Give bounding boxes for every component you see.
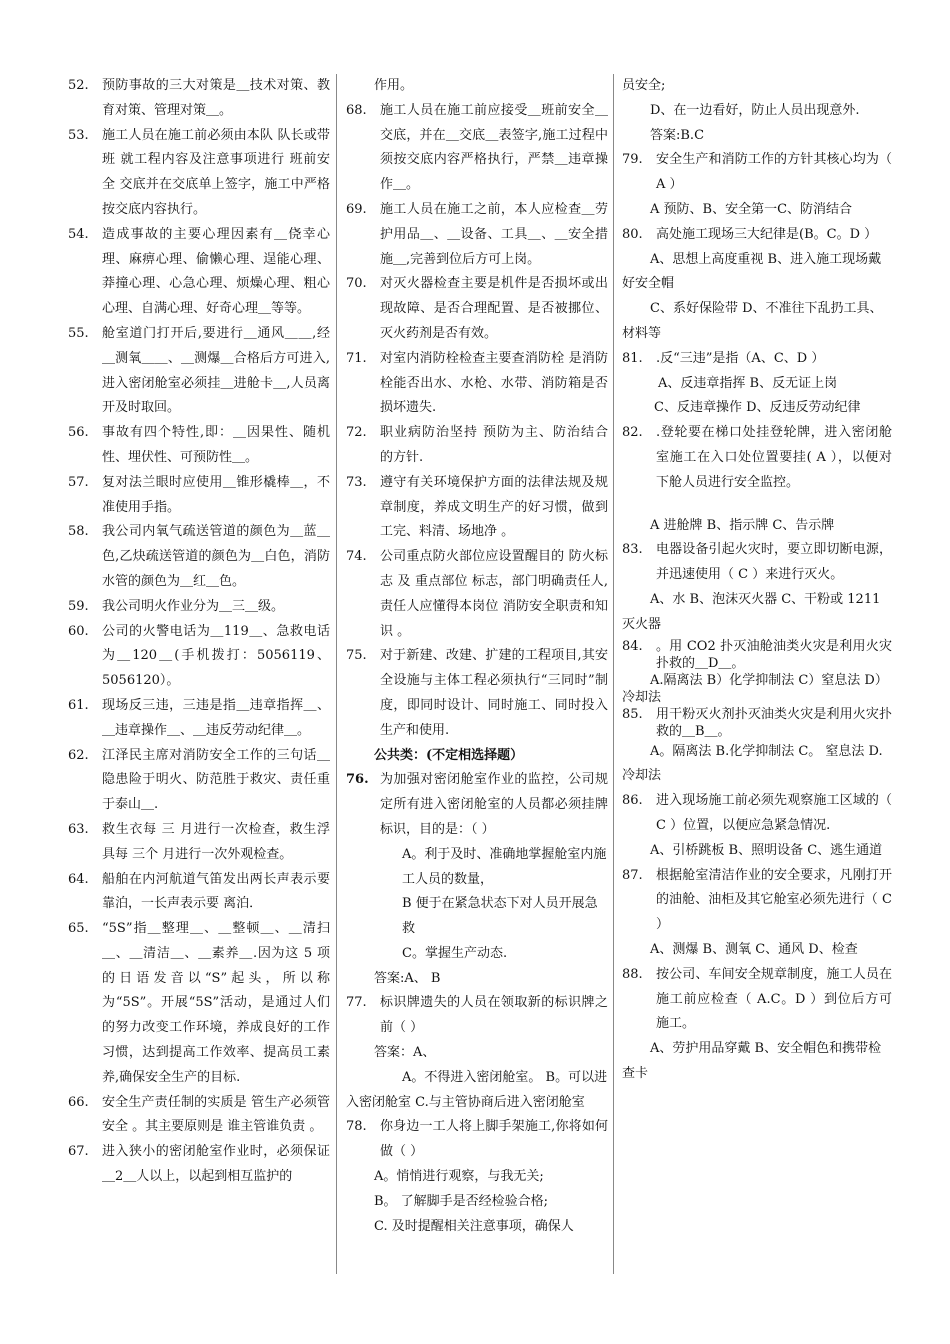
question-item <box>68 322 330 421</box>
question-number: 53. <box>68 127 89 143</box>
question-item <box>346 347 608 421</box>
answer-text: 答案:A、 B <box>374 970 441 986</box>
question-item <box>346 272 608 346</box>
question-item <box>346 99 608 198</box>
option-text: A、反违章指挥 B、反无证上岗 <box>658 375 838 391</box>
question-number: 73. <box>346 474 367 490</box>
question-text: 救生衣每 三 月进行一次检查，救生浮具每 三个 月进行一次外观检查。 <box>102 821 330 862</box>
answer-text: 答案：A、 <box>374 1045 436 1061</box>
question-number: 66. <box>68 1094 89 1110</box>
question-item <box>346 545 608 644</box>
question-87: 87. 根据舱室清洁作业的安全要求，凡刚打开的油舱、油柜及其它舱室必须先进行（ C ） <box>622 867 892 933</box>
question-text: 施工人员在施工之前，本人应检查＿劳护用品＿、＿设备、工具＿、＿安全措施＿,完善到位后方可上岗。 <box>380 201 608 267</box>
option-text: C. 及时提醒相关注意事项，确保人 <box>374 1218 574 1234</box>
option-text: A。悄悄进行观察，与我无关; <box>374 1169 544 1185</box>
question-text: 施工人员在施工前必须由本队 队长或带班 就工程内容及注意事项进行 班前安全 交底并在交底单上签字，施工中严格按交底内容执行。 <box>102 127 330 217</box>
question-number: 54. <box>68 226 89 242</box>
question-number: 58. <box>68 524 89 540</box>
question-item <box>68 917 330 1091</box>
question-text: 江泽民主席对消防安全工作的三句话＿隐患险于明火、防范胜于救灾、责任重于泰山＿. <box>102 747 330 813</box>
question-item <box>346 644 608 743</box>
question-number: 56. <box>68 425 89 441</box>
continued-text: 员安全; <box>622 78 666 93</box>
question-item <box>68 868 330 918</box>
question-text: 职业病防治坚持 预防为主、防治结合 的方针. <box>380 425 608 465</box>
question-item <box>68 620 330 694</box>
question-item <box>68 1091 330 1141</box>
question-82: 82. .登轮要在梯口处挂登轮牌，进入密闭舱室施工在入口处位置要挂( A ），以便对下舱人员进行安全监控。 <box>622 425 892 490</box>
question-item <box>68 520 330 594</box>
question-86: 86. 进入现场施工前必须先观察施工区域的（ C ）位置，以便应急紧急情况. <box>622 793 892 833</box>
question-text: 船舶在内河航道气笛发出两长声表示要 靠泊，一长声表示要 离泊． <box>102 871 330 912</box>
option-text: A、水 B、泡沫灭火器 C、干粉或 1211 灭火器 <box>622 591 881 632</box>
option-text: A。隔离法 B.化学抑制法 C。 窒息法 D.冷却法 <box>622 743 883 784</box>
question-number: 62. <box>68 747 89 763</box>
question-item <box>68 818 330 868</box>
question-item <box>68 1140 330 1190</box>
question-79: 79. 安全生产和消防工作的方针其核心均为（ A ） <box>622 152 892 193</box>
question-text: 现场反三违，三违是指＿违章指挥＿、＿违章操作＿、＿违反劳动纪律＿。 <box>102 697 330 738</box>
question-76: 76. 为加强对密闭舱室作业的监控，公司规定所有进入密闭舱室的人员都必须挂牌标识，目的是：（ ） <box>346 772 608 837</box>
question-text: 进入狭小的密闭舱室作业时，必须保证＿2＿人以上，以起到相互监护的 <box>102 1144 330 1185</box>
column-2 <box>346 74 608 1239</box>
question-text: 对于新建、改建、扩建的工程项目,其安全设施与主体工程必须执行“三同时”制度，即同时设计、同时施工、同时投入生产和使用. <box>380 648 608 738</box>
section-heading: 公共类：(不定相选择题） <box>374 747 524 763</box>
question-item <box>68 421 330 471</box>
option-text: C、反违章操作 D、反违反劳动纪律 <box>654 400 861 416</box>
question-number: 55. <box>68 325 89 341</box>
answer-text: 答案:B.C <box>650 127 705 143</box>
question-84: 84. 。用 CO2 扑灭油舱油类火灾是利用火灾扑救的＿D＿。 <box>622 638 892 671</box>
question-text: 我公司内氧气疏送管道的颜色为＿蓝＿色,乙炔疏送管道的颜色为＿白色，消防水管的颜色为＿红＿色。 <box>102 524 330 589</box>
option-text: B。 了解脚手是否经检验合格; <box>374 1193 549 1209</box>
column-divider-right <box>613 74 614 1274</box>
question-item <box>68 595 330 620</box>
question-number: 72. <box>346 425 367 441</box>
option-text: C、系好保险带 D、不准往下乱扔工具、材料等 <box>622 301 883 341</box>
question-text: 预防事故的三大对策是＿技术对策、教育对策、管理对策＿。 <box>102 78 330 118</box>
question-85: 85. 用干粉灭火剂扑灭油类火灾是利用火灾扑救的＿B＿。 <box>622 706 892 739</box>
question-88: 88. 按公司、车间安全规章制度，施工人员在施工前应检查（ A.C。D ）到位后方可施工。 <box>622 966 892 1032</box>
option-text: A 进舱牌 B、指示牌 C、告示牌 <box>650 517 835 533</box>
question-number: 64. <box>68 871 89 887</box>
question-text: 公司的火警电话为＿119＿、急救电话为＿120＿(手机拨打：5056119、5056120）。 <box>102 623 330 689</box>
question-number: 74. <box>346 549 367 565</box>
question-item <box>68 471 330 521</box>
option-text: B 便于在紧急状态下对人员开展急救 <box>402 896 598 937</box>
question-number: 60. <box>68 623 89 639</box>
question-text: 对灭火器检查主要是机件是否损坏或出现故障、是否合理配置、是否被挪位、灭火药剂是否有效。 <box>380 276 608 341</box>
question-text: “5S”指＿整理＿、＿整顿＿、＿清扫＿、＿清洁＿、＿素养＿.因为这 5 项的日语发音以“S”起头，所以称为“5S”。开展“5S”活动，是通过人们的努力改变工作环境，养成良好的工作习惯，达到提高工作效率、提高员工素养,确保安全生产的目标. <box>102 921 330 1085</box>
question-number: 57. <box>68 474 89 490</box>
question-77: 77. 标识牌遗失的人员在领取新的标识牌之前（ ） <box>346 995 608 1036</box>
question-80: 80. 高处施工现场三大纪律是(B。C。D ） <box>622 226 878 242</box>
question-number: 59. <box>68 598 89 614</box>
option-text: C。掌握生产动态. <box>402 945 508 961</box>
option-text: D、在一边看好，防止人员出现意外. <box>650 102 860 118</box>
question-number: 52. <box>68 78 89 93</box>
question-item <box>346 198 608 272</box>
continued-text: 作用。 <box>374 78 414 93</box>
question-number: 70. <box>346 276 367 292</box>
question-number: 75. <box>346 648 367 664</box>
question-83: 83. 电器设备引起火灾时，要立即切断电源，并迅速使用（ C ）来进行灭火。 <box>622 542 892 583</box>
question-number: 71. <box>346 350 367 366</box>
option-text: A、劳护用品穿戴 B、安全帽色和携带检查卡 <box>622 1041 882 1081</box>
question-text: 施工人员在施工前应接受＿班前安全＿交底，并在＿交底＿表签字,施工过程中须按交底内容严格执行，严禁＿违章操作＿。 <box>380 102 608 193</box>
question-number: 65. <box>68 921 89 937</box>
question-text: 造成事故的主要心理因素有＿侥幸心理、麻痹心理、偷懒心理、逞能心理、莽撞心理、心急心理、烦燥心理、粗心心理、自满心理、好奇心理＿等等。 <box>102 226 330 317</box>
question-item <box>68 124 330 223</box>
option-text: A.隔离法 B）化学抑制法 C）窒息法 D）冷却法 <box>622 672 888 705</box>
question-item <box>68 74 330 124</box>
question-number: 63. <box>68 821 89 837</box>
question-81: 81. .反“三违”是指（A、C、D ） <box>622 350 825 366</box>
question-number: 67. <box>68 1144 89 1160</box>
option-text: A。不得进入密闭舱室。 B。可以进入密闭舱室 C.与主管协商后进入密闭舱室 <box>346 1069 608 1110</box>
option-text: A、测爆 B、测氧 C、通风 D、检查 <box>650 941 858 957</box>
question-text: 事故有四个特性,即：＿因果性、随机性、埋伏性、可预防性＿。 <box>102 425 330 465</box>
option-text: A 预防、B、安全第一C、防消结合 <box>650 201 853 217</box>
question-item <box>346 421 608 471</box>
question-78: 78. 你身边一工人将上脚手架施工,你将如何做（ ） <box>346 1119 608 1160</box>
question-text: 公司重点防火部位应设置醒目的 防火标志 及 重点部位 标志，部门明确责任人,责任人应懂得本岗位 消防安全职责和知识 。 <box>380 549 608 639</box>
question-item <box>68 744 330 818</box>
question-text: 我公司明火作业分为＿三＿级。 <box>102 598 285 614</box>
question-number: 68. <box>346 102 367 118</box>
question-text: 遵守有关环境保护方面的法律法规及规章制度，养成文明生产的好习惯，做到 工完、料清、场地净 。 <box>380 474 608 540</box>
question-text: 对室内消防栓检查主要查消防栓 是消防栓能否出水、水枪、水带、消防箱是否损坏遗失. <box>380 350 608 416</box>
option-text: A。利于及时、准确地掌握舱室内施工人员的数量， <box>402 846 607 887</box>
question-number: 69. <box>346 201 367 217</box>
question-number: 61. <box>68 697 89 713</box>
question-text: 舱室道门打开后,要进行＿通风＿＿,经＿测氧＿＿、＿测爆＿合格后方可进入,进入密闭舱室必须挂＿进舱卡＿,人员离开及时取回。 <box>102 325 330 416</box>
column-1 <box>68 74 330 1190</box>
option-text: A、思想上高度重视 B、进入施工现场戴好安全帽 <box>622 251 882 292</box>
question-item <box>68 694 330 744</box>
question-text: 复对法兰眼时应使用＿锥形橇棒＿，不准使用手指。 <box>102 474 330 515</box>
column-divider-left <box>336 74 337 1274</box>
question-item <box>346 471 608 545</box>
column-3 <box>622 74 892 1087</box>
question-text: 安全生产责任制的实质是 管生产必须管安全 。其主要原则是 谁主管谁负责 。 <box>102 1094 330 1135</box>
question-item <box>68 223 330 322</box>
option-text: A、引桥跳板 B、照明设备 C、逃生通道 <box>650 842 883 858</box>
